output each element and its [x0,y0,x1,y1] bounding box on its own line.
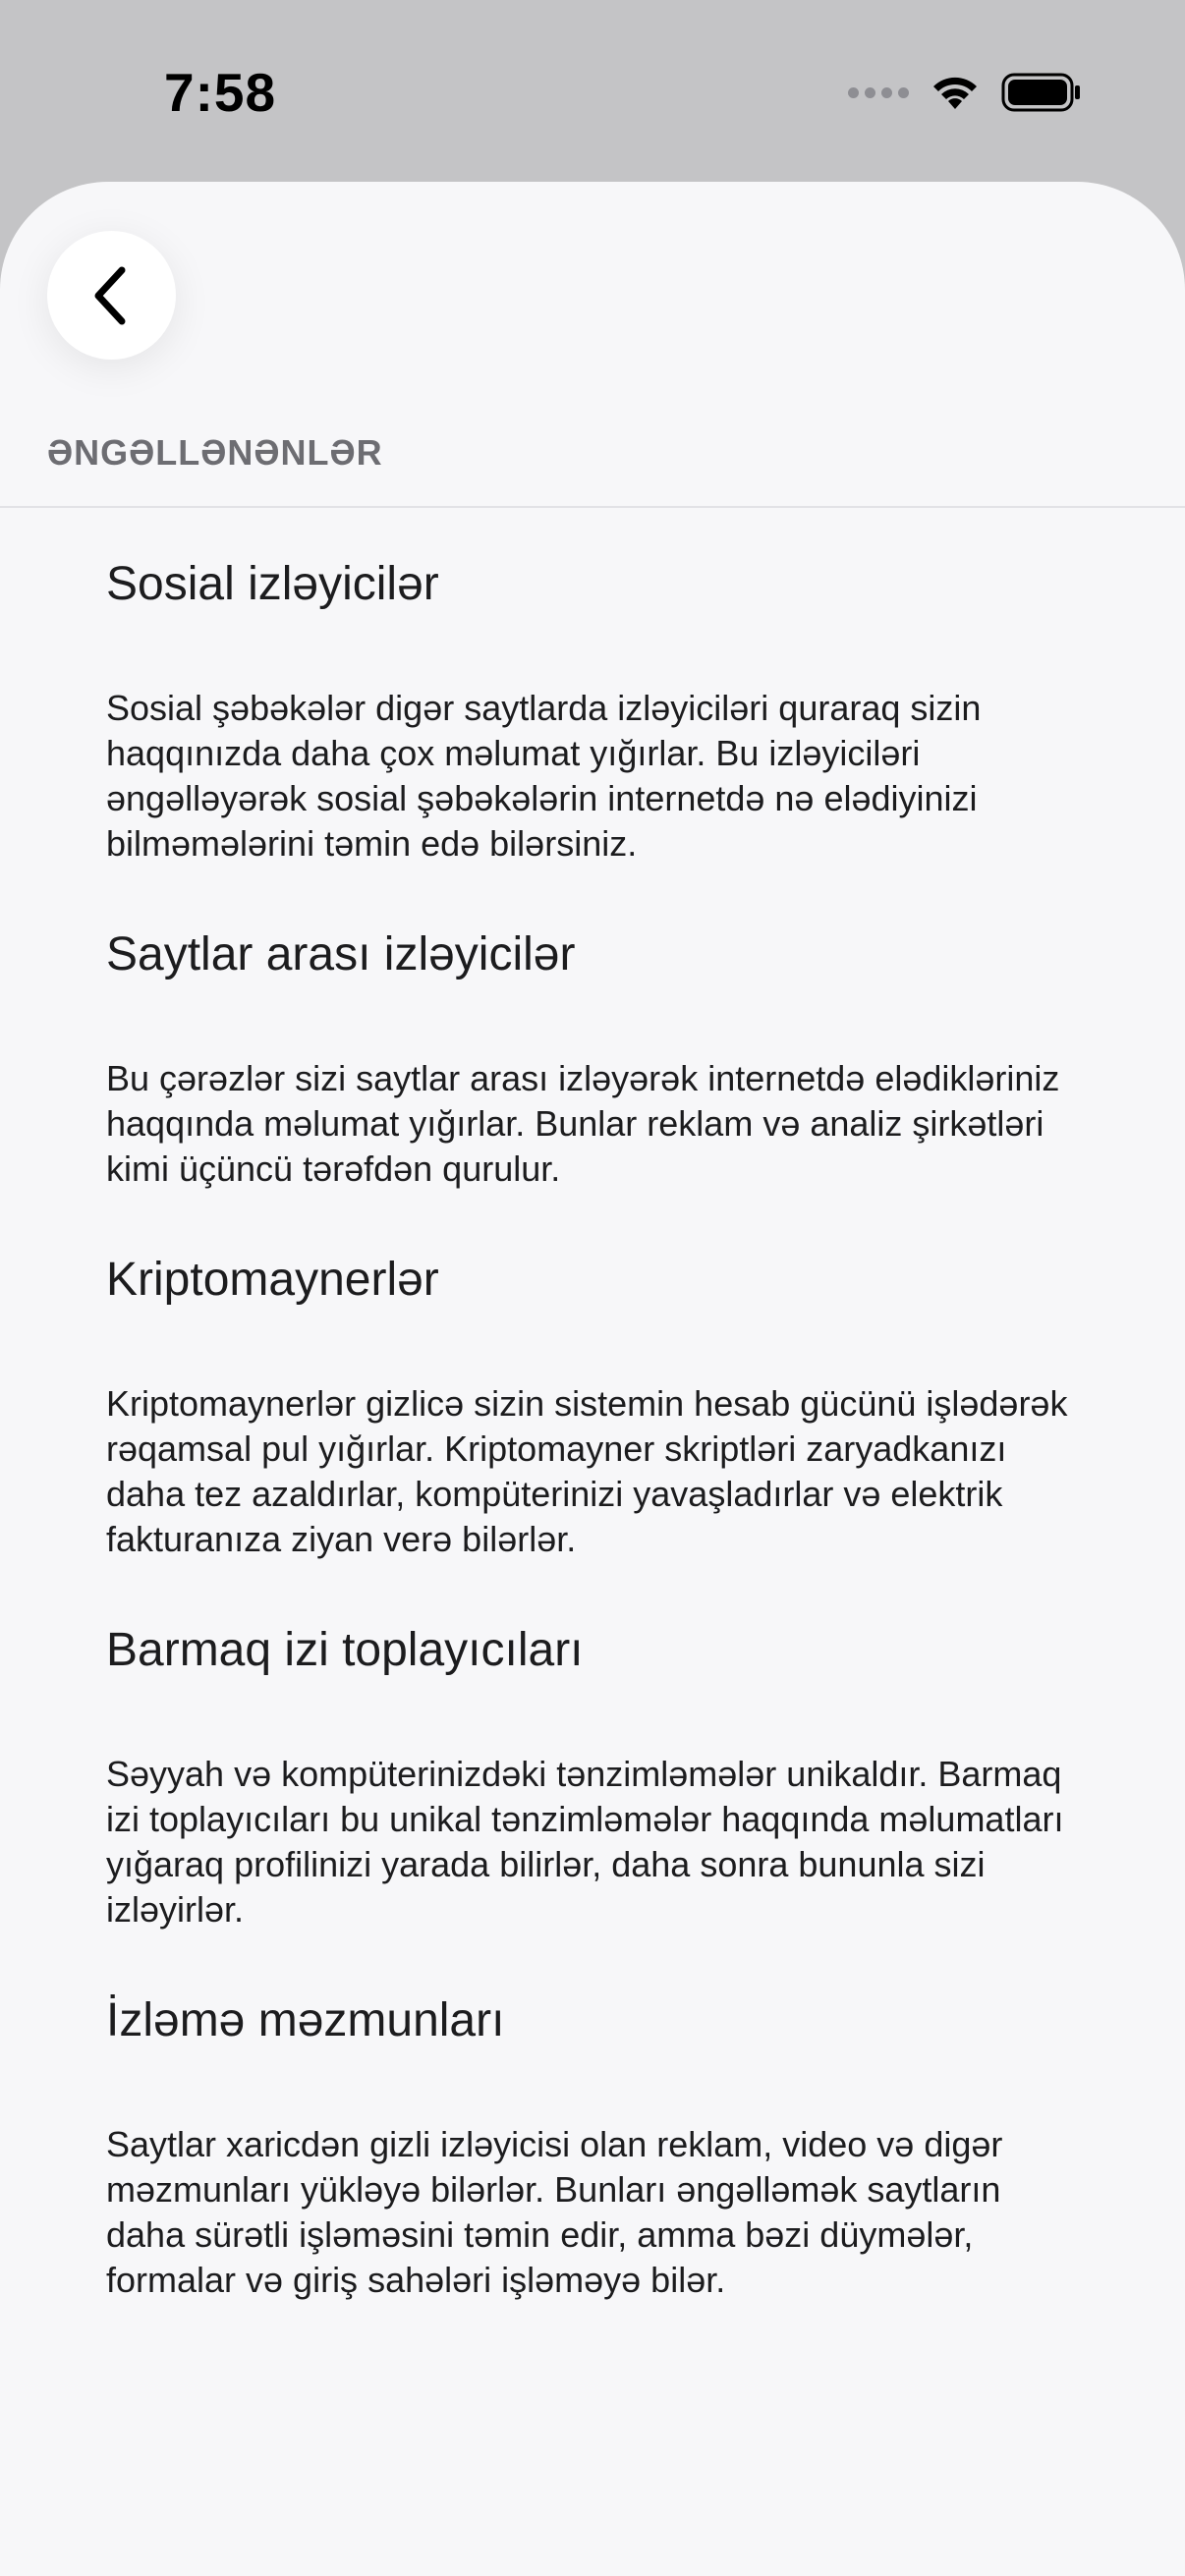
cellular-dots-icon [848,87,909,98]
list-item-social-trackers [106,555,1089,867]
item-title: Sosial izləyicilər [106,558,439,610]
status-icons [848,73,1082,112]
item-title: İzləmə məzmunları [106,1994,505,2046]
item-title: Barmaq izi toplayıcıları [106,1624,584,1676]
back-button[interactable] [47,231,176,360]
wifi-icon [931,74,980,111]
status-bar [0,0,1185,182]
list-item-tracking-content [106,1991,1089,2303]
item-description: Kriptomaynerlər gizlicə sizin sistemin hesab gücünü işlədərək rəqamsal pul yığırlar. Kriptomayner skriptləri zaryadkanızı daha tez azaldırlar, kompüterinizi yavaşladırlar və elektrik fakturanıza ziyan verə bilərlər. [106,1383,1068,1559]
status-time: 7:58 [164,62,277,123]
battery-icon [1001,73,1082,112]
item-description: Saytlar xaricdən gizli izləyicisi olan reklam, video və digər məzmunları yükləyə bilərlər. Bunları əngəlləmək saytların daha sürətli işləməsini təmin edir, amma bəzi düymələr, formalar və giriş sahələri işləməyə bilər. [106,2124,1003,2300]
item-title: Saytlar arası izləyicilər [106,928,576,980]
item-description: Səyyah və kompüterinizdəki tənzimləmələr unikaldır. Barmaq izi toplayıcıları bu unikal tənzimləmələr haqqında məlumatları yığaraq profilinizi yarada bilirlər, daha sonra bununla sizi izləyirlər. [106,1754,1064,1930]
section-header: ƏNGƏLLƏNƏNLƏR [47,432,383,473]
list-item-cryptominers [106,1251,1089,1562]
item-description: Bu çərəzlər sizi saytlar arası izləyərək internetdə elədikləriniz haqqında məlumat yığırlar. Bunlar reklam və analiz şirkətləri kimi üçüncü tərəfdən qurulur. [106,1058,1060,1189]
item-description: Sosial şəbəkələr digər saytlarda izləyiciləri quraraq sizin haqqınızda daha çox məlumat yığırlar. Bu izləyiciləri əngəlləyərək sosial şəbəkələrin internetdə nə elədiyinizi bilməmələrini təmin edə bilərsiniz. [106,688,982,864]
blocked-content-sheet [0,182,1185,2576]
item-title: Kriptomaynerlər [106,1254,439,1306]
blocked-items-list [106,555,1089,2362]
list-item-fingerprinters [106,1621,1089,1932]
section-divider [0,506,1185,508]
chevron-left-icon [88,264,136,327]
list-item-cross-site-trackers [106,925,1089,1192]
